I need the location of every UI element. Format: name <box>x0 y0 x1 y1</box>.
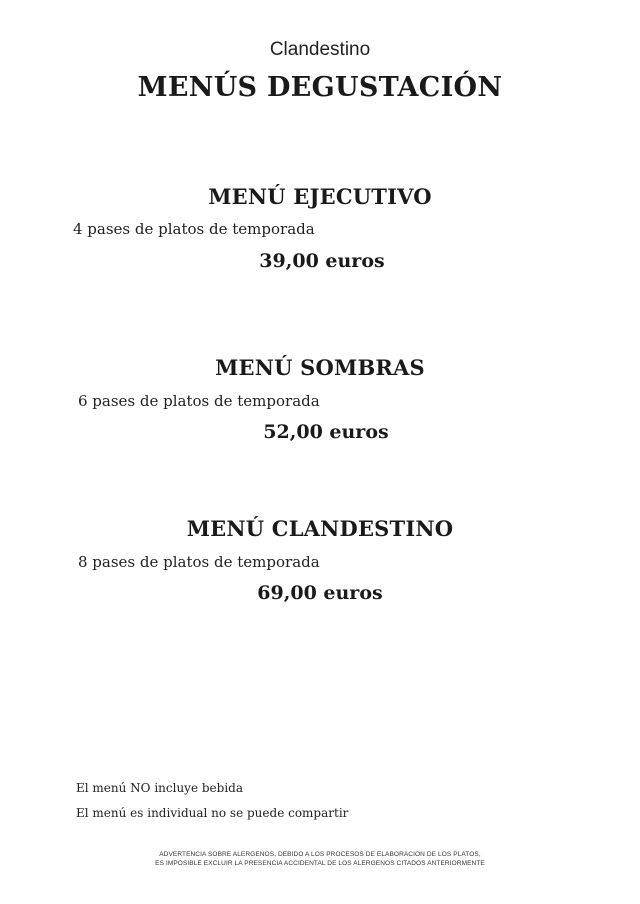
menu-title-clandestino: MENÚ CLANDESTINO <box>186 516 454 541</box>
allergen-warning-line-2: ES IMPOSIBLE EXCLUIR LA PRESENCIA ACCIDENTAL DE LOS ALERGENOS CITADOS ANTERIORMENTE <box>155 860 485 867</box>
menu-description-sombras: 6 pases de platos de temporada <box>78 392 320 410</box>
note-individual: El menú es individual no se puede compartir <box>76 806 349 820</box>
note-no-drinks: El menú NO incluye bebida <box>76 781 244 795</box>
menu-price-sombras: 52,00 euros <box>263 421 389 443</box>
menu-title-ejecutivo: MENÚ EJECUTIVO <box>208 184 432 209</box>
menu-price-clandestino: 69,00 euros <box>257 582 383 604</box>
restaurant-name: Clandestino <box>269 39 371 60</box>
menu-title-sombras: MENÚ SOMBRAS <box>215 355 425 380</box>
menu-price-ejecutivo: 39,00 euros <box>259 250 385 272</box>
menu-description-clandestino: 8 pases de platos de temporada <box>78 553 320 571</box>
menu-description-ejecutivo: 4 pases de platos de temporada <box>73 220 315 238</box>
allergen-warning-line-1: ADVERTENCIA SOBRE ALERGENOS, DEBIDO A LOS PROCESOS DE ELABORACION DE LOS PLATOS, <box>159 851 481 858</box>
allergen-warning <box>0 850 640 868</box>
page-title: MENÚS DEGUSTACIÓN <box>137 72 503 103</box>
